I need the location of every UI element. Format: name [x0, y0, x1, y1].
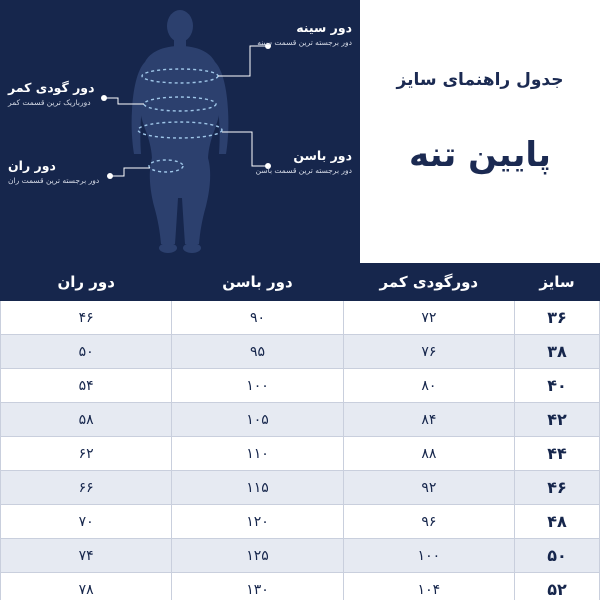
label-chest-desc: دور برجسته ترین قسمت سینه	[257, 37, 352, 47]
cell-measure: ۹۰	[172, 301, 343, 335]
cell-size: ۵۲	[515, 573, 600, 600]
page-title-secondary: پایین تنه	[409, 135, 551, 175]
label-thigh	[8, 158, 148, 185]
label-thigh-desc: دور برجسته ترین قسمت ران	[8, 175, 100, 185]
cell-measure: ۱۱۰	[172, 437, 343, 471]
label-waist-title: دور گودی کمر	[8, 80, 95, 95]
cell-measure: ۵۰	[1, 335, 172, 369]
cell-measure: ۵۸	[1, 403, 172, 437]
table-row	[1, 471, 600, 505]
cell-measure: ۱۲۵	[172, 539, 343, 573]
label-chest	[212, 20, 352, 47]
cell-measure: ۱۱۵	[172, 471, 343, 505]
page-title-primary: جدول راهنمای سایز	[396, 70, 564, 90]
label-thigh-title: دور ران	[8, 158, 56, 173]
cell-measure: ۱۰۰	[343, 539, 514, 573]
cell-measure: ۱۰۰	[172, 369, 343, 403]
cell-measure: ۱۳۰	[172, 573, 343, 600]
body-illustration-panel	[0, 0, 360, 263]
label-hip-title: دور باسن	[293, 148, 352, 163]
cell-measure: ۹۵	[172, 335, 343, 369]
cell-size: ۳۶	[515, 301, 600, 335]
label-hip-desc: دور برجسته ترین قسمت باسن	[255, 165, 352, 175]
cell-measure: ۱۰۵	[172, 403, 343, 437]
title-block	[360, 0, 600, 263]
cell-measure: ۱۰۴	[343, 573, 514, 600]
label-hip	[202, 148, 352, 175]
table-header-row	[1, 264, 600, 301]
cell-size: ۳۸	[515, 335, 600, 369]
cell-measure: ۷۰	[1, 505, 172, 539]
cell-measure: ۸۸	[343, 437, 514, 471]
cell-measure: ۸۰	[343, 369, 514, 403]
cell-size: ۴۴	[515, 437, 600, 471]
cell-measure: ۸۴	[343, 403, 514, 437]
size-table	[0, 263, 600, 600]
table-row	[1, 437, 600, 471]
cell-measure: ۹۲	[343, 471, 514, 505]
column-header-hip: دور باسن	[172, 264, 343, 301]
table-row	[1, 505, 600, 539]
table-row	[1, 335, 600, 369]
cell-size: ۴۰	[515, 369, 600, 403]
header-section	[0, 0, 600, 263]
cell-size: ۴۲	[515, 403, 600, 437]
label-waist-desc: دورباریک ترین قسمت کمر	[8, 97, 91, 107]
cell-measure: ۷۸	[1, 573, 172, 600]
column-header-thigh: دور ران	[1, 264, 172, 301]
label-waist	[8, 80, 148, 107]
cell-measure: ۹۶	[343, 505, 514, 539]
table-row	[1, 539, 600, 573]
cell-size: ۵۰	[515, 539, 600, 573]
cell-size: ۴۶	[515, 471, 600, 505]
cell-measure: ۱۲۰	[172, 505, 343, 539]
table-row	[1, 369, 600, 403]
table-row	[1, 301, 600, 335]
cell-measure: ۶۶	[1, 471, 172, 505]
size-table-header	[1, 264, 600, 301]
cell-size: ۴۸	[515, 505, 600, 539]
cell-measure: ۵۴	[1, 369, 172, 403]
column-header-size: سایز	[515, 264, 600, 301]
cell-measure: ۷۶	[343, 335, 514, 369]
cell-measure: ۷۲	[343, 301, 514, 335]
table-row	[1, 403, 600, 437]
cell-measure: ۶۲	[1, 437, 172, 471]
label-chest-title: دور سینه	[296, 20, 352, 35]
table-row	[1, 573, 600, 600]
column-header-waist: دورگودی کمر	[343, 264, 514, 301]
size-table-body	[1, 301, 600, 600]
cell-measure: ۴۶	[1, 301, 172, 335]
cell-measure: ۷۴	[1, 539, 172, 573]
